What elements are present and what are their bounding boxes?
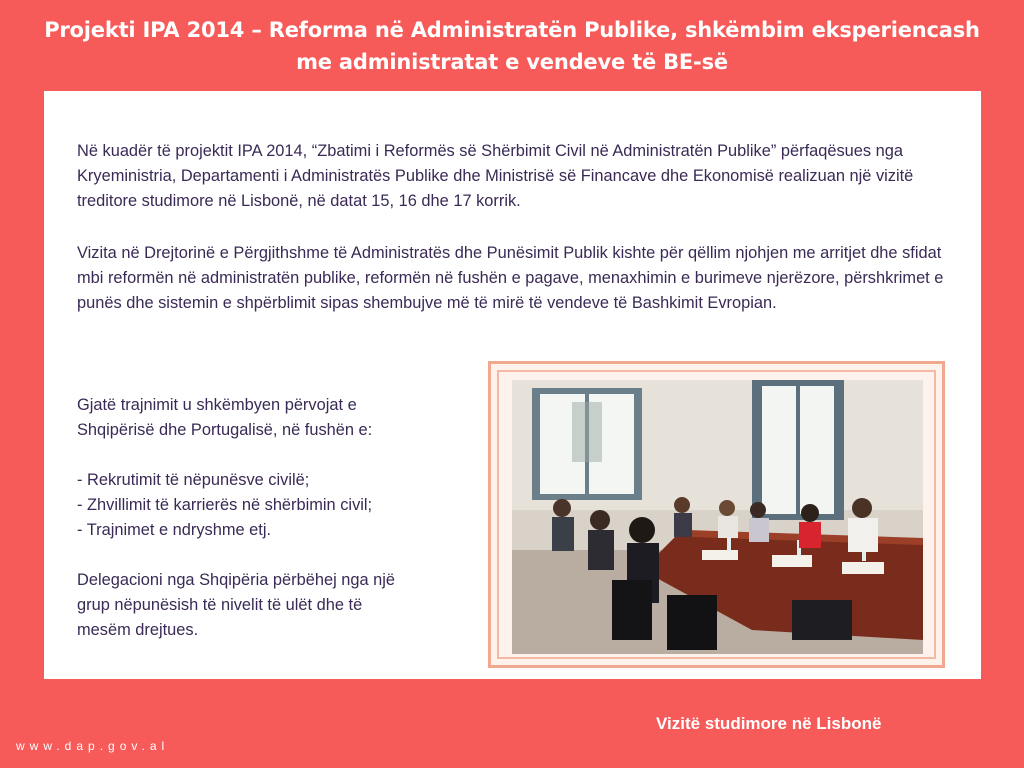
website-url[interactable]: www.dap.gov.al bbox=[16, 739, 170, 753]
visit-paragraph: Vizita në Drejtorinë e Përgjithshme të Administratës dhe Punësimit Publik kishte për qëllim njohjen me arritjet dhe sfidat mbi reformën në administratën publike, reformën në fushën e pagave, menaxhimin e burimeve njerëzore, përshkrimet e punës dhe sistemin e shpërblimit sipas shembujve më të mirë të vendeve të Bashkimit Evropian. bbox=[77, 244, 944, 312]
page-title bbox=[0, 14, 1024, 78]
exchange-line: Shqipërisë dhe Portugalisë, në fushën e: bbox=[77, 421, 373, 439]
title-line-1: Projekti IPA 2014 – Reforma në Administratën Publike, shkëmbim eksperiencash bbox=[44, 18, 980, 42]
list-item: - Rekrutimit të nëpunësve civilë; bbox=[77, 471, 310, 489]
exchange-line: Gjatë trajnimit u shkëmbyen përvojat e bbox=[77, 396, 357, 414]
exchange-section bbox=[77, 393, 477, 643]
list-item: - Zhvillimit të karrierës në shërbimin civil; bbox=[77, 496, 373, 514]
delegation-line: mesëm drejtues. bbox=[77, 621, 199, 639]
delegation-line: Delegacioni nga Shqipëria përbëhej nga një bbox=[77, 571, 396, 589]
title-line-2: me administratat e vendeve të BE-së bbox=[296, 50, 728, 74]
content-panel bbox=[44, 91, 981, 679]
meeting-photo-illustration bbox=[512, 380, 923, 654]
photo-caption: Vizitë studimore në Lisbonë bbox=[656, 714, 882, 733]
delegation-line: grup nëpunësish të nivelit të ulët dhe të bbox=[77, 596, 363, 614]
intro-paragraph: Në kuadër të projektit IPA 2014, “Zbatimi i Reformës së Shërbimit Civil në Administratën Publike” përfaqësues nga Kryeministria, Departamenti i Administratës Publike dhe Ministrisë së Financave dhe Ekonomisë realizuan një vizitë treditore studimore në Lisbonë, në datat 15, 16 dhe 17 korrik. bbox=[77, 142, 914, 210]
meeting-photo bbox=[512, 380, 923, 654]
list-item: - Trajnimet e ndryshme etj. bbox=[77, 521, 272, 539]
photo-frame bbox=[488, 361, 945, 668]
